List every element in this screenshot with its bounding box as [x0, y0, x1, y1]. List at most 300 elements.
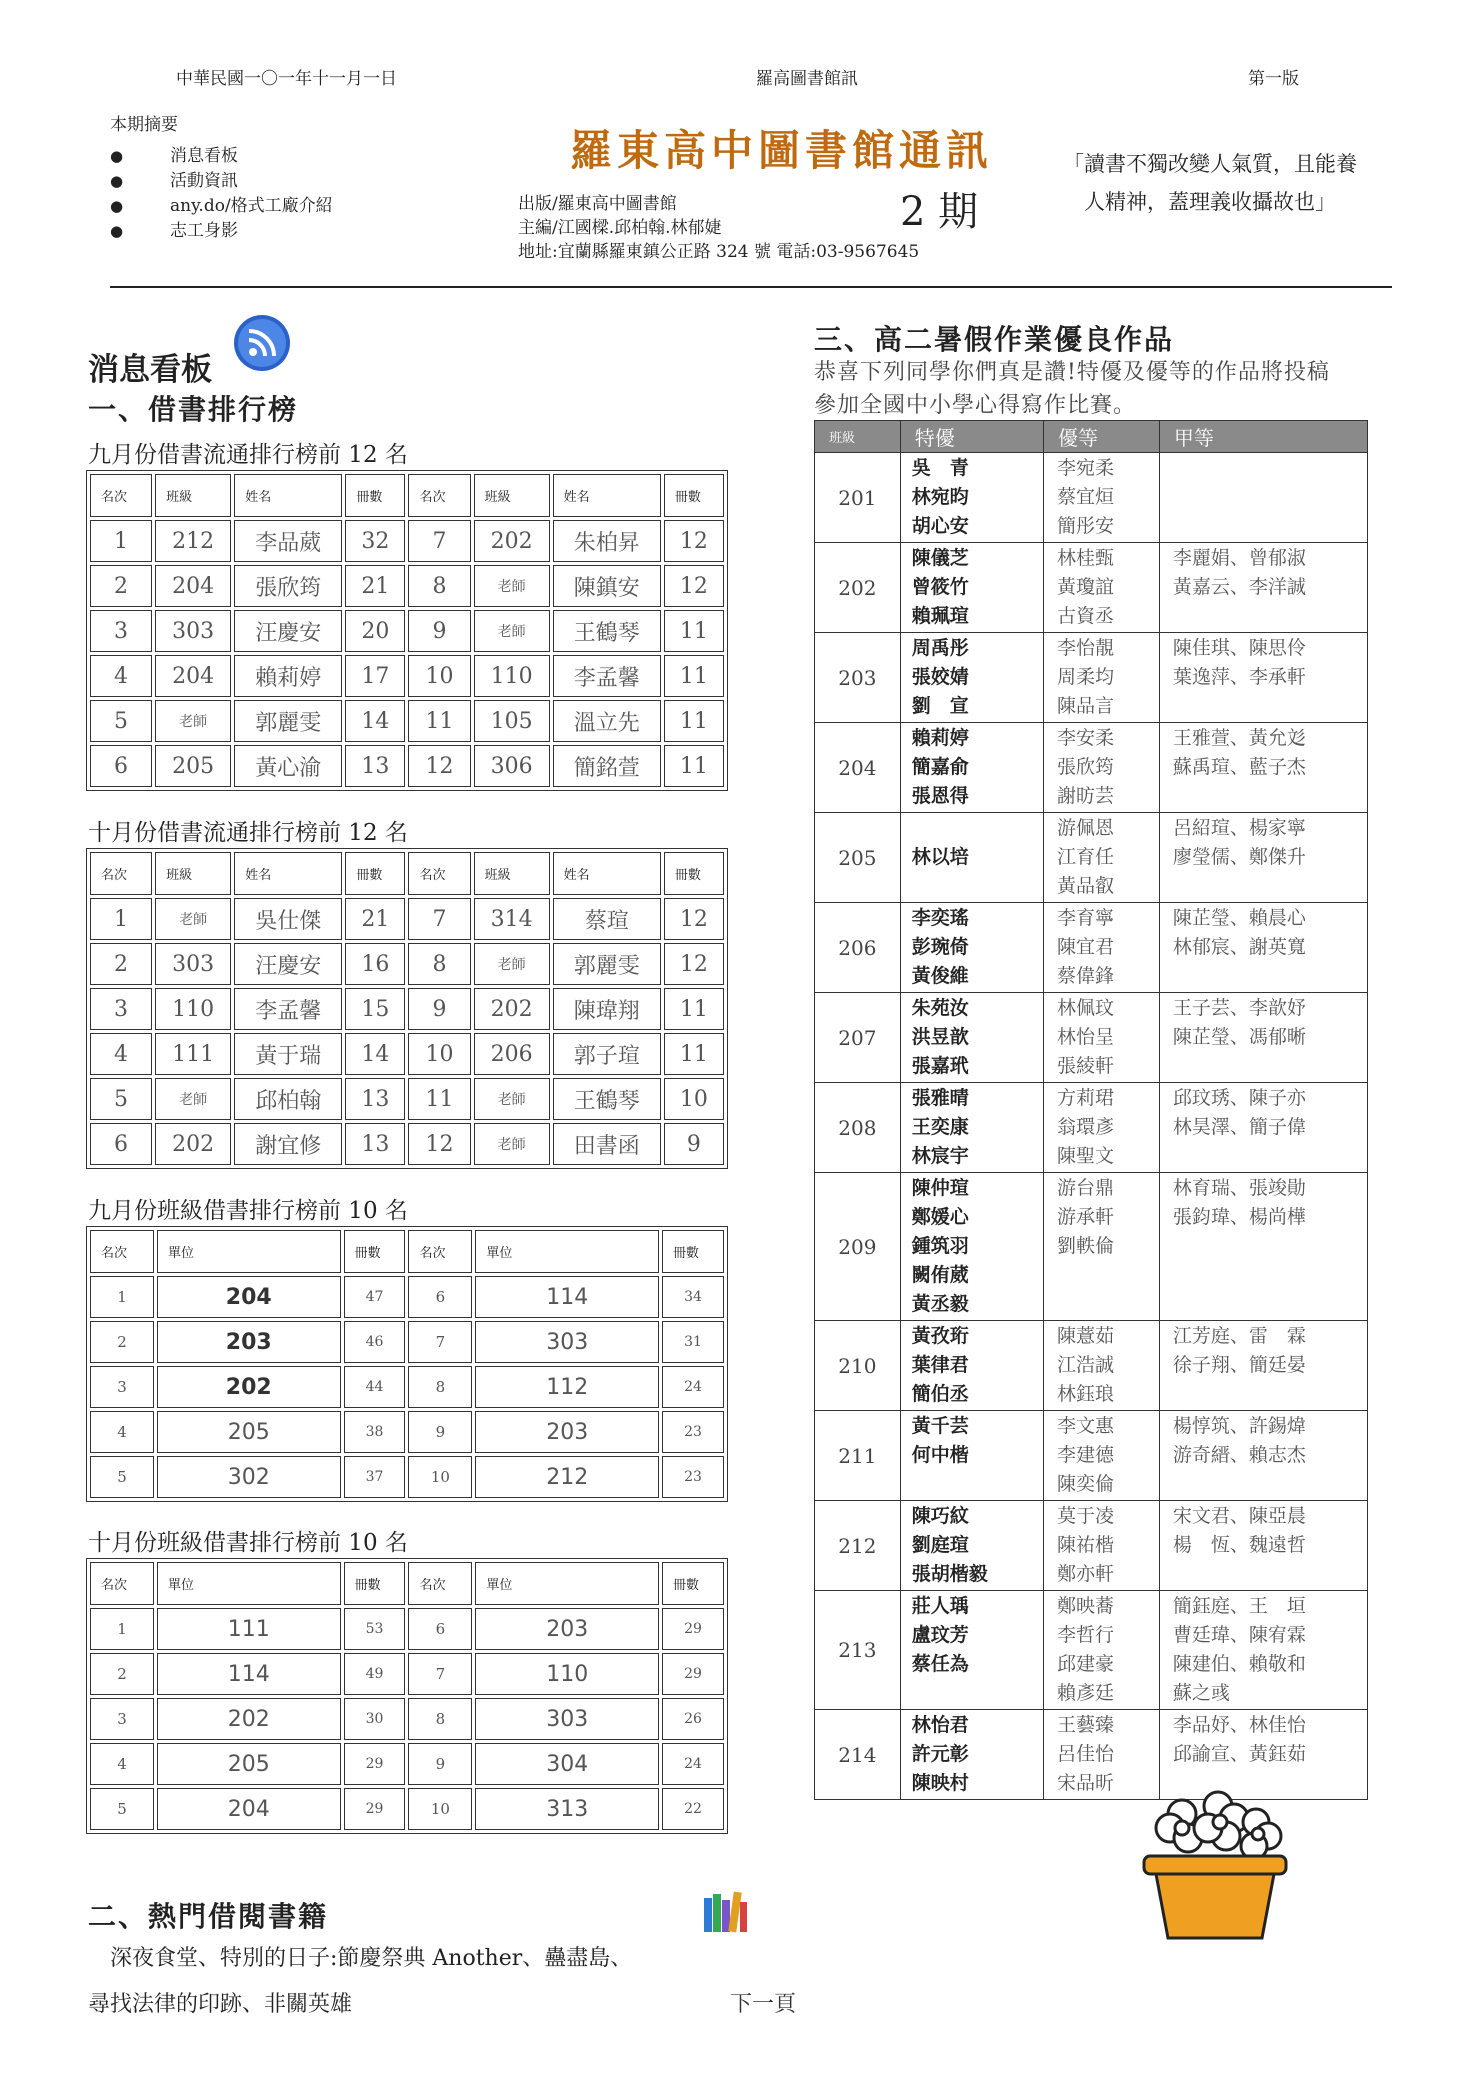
- student-name: 陳建伯、賴敬和: [1172, 1653, 1306, 1675]
- student-name: 方莉珺: [1057, 1087, 1115, 1109]
- table-cell: 105: [474, 700, 550, 742]
- table-header-row: [90, 1230, 724, 1273]
- table-cell: 47: [344, 1276, 406, 1318]
- table-cell: 204: [157, 1276, 341, 1318]
- table-cell: 10: [408, 1456, 472, 1498]
- table-row: [90, 988, 724, 1030]
- table-cell: 5: [90, 1456, 154, 1498]
- section-title-awards: 三、高二暑假作業優良作品: [814, 323, 1175, 356]
- hot-books-line: 深夜食堂、特別的日子:節慶祭典 Another、蠱盡島、: [110, 1946, 633, 1971]
- table-header-row: [90, 474, 724, 517]
- student-name: 劉 宣: [911, 695, 969, 717]
- publisher: 出版/羅東高中圖書館: [518, 194, 677, 214]
- awards-merit-cell: [1159, 813, 1367, 903]
- student-name: 江育任: [1057, 846, 1115, 868]
- student-name: [902, 872, 1042, 901]
- awards-top-cell: [900, 543, 1043, 633]
- awards-merit-cell: [1159, 993, 1367, 1083]
- student-name: 鄭亦軒: [1057, 1563, 1115, 1585]
- student-name: 陳芷瑩、馮郁晰: [1172, 1026, 1306, 1048]
- table-cell: 12: [408, 1123, 470, 1165]
- col-header: 冊數: [664, 852, 724, 895]
- col-header: 冊數: [664, 474, 724, 517]
- table-cell: 303: [155, 610, 231, 652]
- awards-top-cell: [900, 633, 1043, 723]
- table-cell: 11: [664, 988, 724, 1030]
- student-name: 徐子翔、簡廷晏: [1172, 1354, 1306, 1376]
- table-row: [90, 943, 724, 985]
- table-cell: 老師: [474, 943, 550, 985]
- table-cell: 9: [664, 1123, 724, 1165]
- table-cell: 11: [664, 610, 724, 652]
- awards-good-cell: [1044, 723, 1160, 813]
- quote-line: 人精神，蓋理義收攝故也」: [1084, 190, 1336, 214]
- table-cell: 38: [344, 1411, 406, 1453]
- table-cell: 1: [90, 898, 152, 940]
- awards-good-cell: [1044, 1591, 1160, 1710]
- col-header: 名次: [90, 1562, 154, 1605]
- student-name: 林佩玟: [1057, 997, 1115, 1019]
- table-cell: 13: [345, 1078, 405, 1120]
- caption-sept-personal: 九月份借書流通排行榜前 12 名: [88, 442, 408, 468]
- table-header-row: [90, 1562, 724, 1605]
- table-cell: 4: [90, 1743, 154, 1785]
- table-cell: 23: [662, 1411, 724, 1453]
- table-cell: 8: [408, 1698, 472, 1740]
- table-cell: 24: [662, 1743, 724, 1785]
- student-name: 張胡楷毅: [911, 1563, 988, 1585]
- awards-row: [815, 993, 1368, 1083]
- student-name: 呂紹瑄、楊家寧: [1172, 817, 1306, 839]
- table-cell: 46: [344, 1321, 406, 1363]
- table-cell: 314: [474, 898, 550, 940]
- awards-header-row: [815, 421, 1368, 453]
- table-cell: 汪慶安: [234, 610, 342, 652]
- table-cell: 老師: [155, 700, 231, 742]
- col-header: 冊數: [345, 474, 405, 517]
- awards-merit-cell: [1159, 1173, 1367, 1321]
- col-header: 冊數: [345, 852, 405, 895]
- table-row: [90, 1411, 724, 1453]
- student-name: 黃孜珩: [911, 1325, 969, 1347]
- student-name: 朱苑汝: [911, 997, 969, 1019]
- caption-oct-personal: 十月份借書流通排行榜前 12 名: [88, 820, 408, 846]
- table-cell: 112: [475, 1366, 659, 1408]
- table-cell: 11: [408, 1078, 470, 1120]
- table-cell: 黃于瑞: [234, 1033, 342, 1075]
- student-name: 林鈺琅: [1057, 1383, 1115, 1405]
- summary-item: ● any.do/格式工廠介紹: [110, 194, 333, 219]
- awards-top-cell: [900, 1321, 1043, 1411]
- student-name: 鍾筑羽: [911, 1235, 969, 1257]
- student-name: 李怡靚: [1057, 637, 1115, 659]
- table-cell: 303: [155, 943, 231, 985]
- rss-icon: [232, 313, 292, 373]
- table-row: [90, 1788, 724, 1830]
- student-name: 陳芷瑩、賴晨心: [1172, 907, 1306, 929]
- table-cell: 王鶴琴: [553, 610, 661, 652]
- student-name: 蔡偉鋒: [1057, 965, 1115, 987]
- table-cell: 313: [475, 1788, 659, 1830]
- intro-line: 恭喜下列同學你們真是讚!特優及優等的作品將投稿: [814, 360, 1330, 385]
- summary-list: [110, 144, 333, 244]
- student-name: 李建德: [1057, 1444, 1115, 1466]
- table-cell: 302: [157, 1456, 341, 1498]
- table-cell: 44: [344, 1366, 406, 1408]
- student-name: 蘇禹瑄、藍子杰: [1172, 756, 1306, 778]
- awards-top-cell: [900, 1411, 1043, 1501]
- student-name: 謝昉芸: [1057, 785, 1115, 807]
- awards-merit-cell: [1159, 1411, 1367, 1501]
- col-header: 甲等: [1159, 421, 1367, 453]
- books-icon: [702, 1890, 750, 1934]
- table-cell: 3: [90, 1366, 154, 1408]
- table-cell: 205: [157, 1411, 341, 1453]
- table-cell: 20: [345, 610, 405, 652]
- table-cell: 6: [408, 1608, 472, 1650]
- student-name: 賴彥廷: [1057, 1682, 1115, 1704]
- table-cell: 李孟馨: [553, 655, 661, 697]
- table-row: [90, 1033, 724, 1075]
- table-cell: 203: [475, 1608, 659, 1650]
- student-name: 古資丞: [1057, 605, 1115, 627]
- student-name: 李育寧: [1057, 907, 1115, 929]
- table-row: [90, 1698, 724, 1740]
- header-paper-name: 羅高圖書館訊: [756, 69, 858, 89]
- awards-top-cell: [900, 1173, 1043, 1321]
- student-name: 楊惇筑、許錫煒: [1172, 1415, 1306, 1437]
- table-cell: 23: [662, 1456, 724, 1498]
- student-name: 賴珮瑄: [911, 605, 969, 627]
- col-header: 名次: [408, 1230, 472, 1273]
- student-name: 林怡呈: [1057, 1026, 1115, 1048]
- table-cell: 3: [90, 1698, 154, 1740]
- student-name: 張鈞瑋、楊尚樺: [1172, 1206, 1306, 1228]
- student-name: 邱諭宣、黃鈺茹: [1172, 1743, 1306, 1765]
- summary-item: ● 活動資訊: [110, 169, 333, 194]
- awards-good-cell: [1044, 1083, 1160, 1173]
- table-cell: 8: [408, 943, 470, 985]
- student-name: 王奕康: [911, 1116, 969, 1138]
- col-header: 優等: [1044, 421, 1160, 453]
- table-cell: 3: [90, 988, 152, 1030]
- table-cell: 簡銘萱: [553, 745, 661, 787]
- student-name: 邱玟琇、陳子亦: [1172, 1087, 1306, 1109]
- student-name: 王藝臻: [1057, 1714, 1115, 1736]
- awards-top-cell: [900, 723, 1043, 813]
- student-name: 李品妤、林佳怡: [1172, 1714, 1306, 1736]
- table-cell: 老師: [474, 1078, 550, 1120]
- awards-class: 209: [815, 1173, 901, 1321]
- col-header: 班級: [474, 852, 550, 895]
- table-cell: 15: [345, 988, 405, 1030]
- col-header: 名次: [90, 1230, 154, 1273]
- table-cell: 7: [408, 520, 470, 562]
- awards-class: 206: [815, 903, 901, 993]
- student-name: 陳宜君: [1057, 936, 1115, 958]
- col-header: 名次: [408, 1562, 472, 1605]
- table-cell: 2: [90, 1653, 154, 1695]
- student-name: 林郁宸、謝英寬: [1172, 936, 1306, 958]
- awards-class: 213: [815, 1591, 901, 1710]
- awards-merit-cell: [1159, 1501, 1367, 1591]
- student-name: 胡心安: [911, 515, 969, 537]
- student-name: 林宸宇: [911, 1145, 969, 1167]
- student-name: 廖瑩儒、鄭傑升: [1172, 846, 1306, 868]
- table-cell: 303: [475, 1698, 659, 1740]
- student-name: 葉律君: [911, 1354, 969, 1376]
- table-cell: 老師: [474, 1123, 550, 1165]
- student-name: 簡鈺庭、王 垣: [1172, 1595, 1306, 1617]
- table-cell: 53: [344, 1608, 406, 1650]
- col-header: 單位: [475, 1562, 659, 1605]
- table-cell: 202: [157, 1698, 341, 1740]
- student-name: 陳映村: [911, 1772, 969, 1794]
- student-name: [902, 814, 1042, 843]
- table-cell: 9: [408, 988, 470, 1030]
- table-cell: 朱柏昇: [553, 520, 661, 562]
- student-name: 王子芸、李歆妤: [1172, 997, 1306, 1019]
- col-header: 單位: [157, 1562, 341, 1605]
- table-cell: 11: [664, 655, 724, 697]
- student-name: 劉軼倫: [1057, 1235, 1115, 1257]
- student-name: 宋文君、陳亞晨: [1172, 1505, 1306, 1527]
- table-cell: 206: [474, 1033, 550, 1075]
- awards-good-cell: [1044, 993, 1160, 1083]
- sept-personal-table: [86, 470, 728, 791]
- col-header: 冊數: [344, 1562, 406, 1605]
- student-name: 張姣婧: [911, 666, 969, 688]
- awards-class: 202: [815, 543, 901, 633]
- table-row: [90, 565, 724, 607]
- table-cell: 49: [344, 1653, 406, 1695]
- header-edition: 第一版: [1248, 69, 1299, 89]
- awards-merit-cell: [1159, 723, 1367, 813]
- col-header: 冊數: [662, 1562, 724, 1605]
- awards-class: 210: [815, 1321, 901, 1411]
- awards-good-cell: [1044, 1321, 1160, 1411]
- student-name: 曾筱竹: [911, 576, 969, 598]
- table-cell: 114: [157, 1653, 341, 1695]
- awards-merit-cell: [1159, 1321, 1367, 1411]
- table-cell: 李孟馨: [234, 988, 342, 1030]
- awards-top-cell: [900, 1083, 1043, 1173]
- table-cell: 9: [408, 1411, 472, 1453]
- table-cell: 7: [408, 898, 470, 940]
- awards-good-cell: [1044, 903, 1160, 993]
- awards-merit-cell: [1159, 903, 1367, 993]
- issue-number: 2 期: [900, 189, 979, 235]
- awards-class: 212: [815, 1501, 901, 1591]
- table-cell: 2: [90, 943, 152, 985]
- student-name: 吳 青: [911, 457, 969, 479]
- table-cell: 黃心渝: [234, 745, 342, 787]
- student-name: 許元彰: [911, 1743, 969, 1765]
- summary-item: ● 消息看板: [110, 144, 333, 169]
- col-header: 班級: [474, 474, 550, 517]
- newsletter-title: 羅東高中圖書館通訊: [570, 126, 994, 175]
- table-row: [90, 898, 724, 940]
- table-cell: 10: [664, 1078, 724, 1120]
- flower-pot-illustration: [1130, 1788, 1300, 1948]
- table-cell: 9: [408, 1743, 472, 1785]
- col-header: 姓名: [553, 852, 661, 895]
- table-cell: 12: [664, 565, 724, 607]
- awards-good-cell: [1044, 1173, 1160, 1321]
- student-name: 張嘉玳: [911, 1055, 969, 1077]
- student-name: 李宛柔: [1057, 457, 1115, 479]
- table-cell: 13: [345, 1123, 405, 1165]
- student-name: 闕侑葳: [911, 1264, 969, 1286]
- table-cell: 29: [344, 1788, 406, 1830]
- table-row: [90, 610, 724, 652]
- awards-top-cell: [900, 453, 1043, 543]
- table-cell: 王鶴琴: [553, 1078, 661, 1120]
- col-header: 單位: [475, 1230, 659, 1273]
- awards-row: [815, 543, 1368, 633]
- table-cell: 212: [475, 1456, 659, 1498]
- table-cell: 11: [664, 700, 724, 742]
- awards-good-cell: [1044, 633, 1160, 723]
- col-header: 姓名: [553, 474, 661, 517]
- table-cell: 老師: [474, 565, 550, 607]
- table-cell: 11: [408, 700, 470, 742]
- table-cell: 204: [155, 565, 231, 607]
- col-header: 名次: [90, 474, 152, 517]
- awards-row: [815, 723, 1368, 813]
- student-name: 葉逸萍、李承軒: [1172, 666, 1306, 688]
- col-header: 冊數: [344, 1230, 406, 1273]
- table-cell: 蔡瑄: [553, 898, 661, 940]
- col-header: 單位: [157, 1230, 341, 1273]
- table-cell: 7: [408, 1321, 472, 1363]
- student-name: 江浩誠: [1057, 1354, 1115, 1376]
- awards-good-cell: [1044, 453, 1160, 543]
- student-name: 王雅萱、黃允彣: [1172, 727, 1306, 749]
- student-name: 黃丞毅: [911, 1293, 969, 1315]
- awards-row: [815, 1321, 1368, 1411]
- next-page-link[interactable]: 下一頁: [730, 1992, 797, 2017]
- table-cell: 老師: [155, 898, 231, 940]
- table-cell: 溫立先: [553, 700, 661, 742]
- student-name: 翁環彥: [1057, 1116, 1115, 1138]
- awards-class: 204: [815, 723, 901, 813]
- table-header-row: [90, 852, 724, 895]
- student-name: 陳佳琪、陳思伶: [1172, 637, 1306, 659]
- col-header: 姓名: [234, 474, 342, 517]
- awards-good-cell: [1044, 543, 1160, 633]
- table-cell: 1: [90, 1276, 154, 1318]
- table-cell: 6: [408, 1276, 472, 1318]
- student-name: 陳祐楷: [1057, 1534, 1115, 1556]
- awards-merit-cell: [1159, 1710, 1367, 1800]
- table-cell: 9: [408, 610, 470, 652]
- awards-row: [815, 1411, 1368, 1501]
- table-row: [90, 1608, 724, 1650]
- table-cell: 29: [662, 1608, 724, 1650]
- header-date: 中華民國一〇一年十一月一日: [176, 69, 397, 89]
- student-name: 呂佳怡: [1057, 1743, 1115, 1765]
- section-title-ranking: 一、借書排行榜: [88, 393, 299, 426]
- table-cell: 田書函: [553, 1123, 661, 1165]
- table-cell: 110: [475, 1653, 659, 1695]
- table-cell: 31: [662, 1321, 724, 1363]
- col-header: 姓名: [234, 852, 342, 895]
- table-cell: 1: [90, 1608, 154, 1650]
- table-cell: 2: [90, 1321, 154, 1363]
- student-name: 黃俊維: [911, 965, 969, 987]
- awards-top-cell: [900, 1710, 1043, 1800]
- student-name: 陳品言: [1057, 695, 1115, 717]
- student-name: 黃嘉云、李洋誠: [1172, 576, 1306, 598]
- table-cell: 110: [474, 655, 550, 697]
- table-cell: 205: [155, 745, 231, 787]
- student-name: 張雅晴: [911, 1087, 969, 1109]
- student-name: 李哲行: [1057, 1624, 1115, 1646]
- header-rule: [110, 286, 1392, 288]
- student-name: 游奇縉、賴志杰: [1172, 1444, 1306, 1466]
- table-cell: 郭麗雯: [234, 700, 342, 742]
- table-row: [90, 1078, 724, 1120]
- student-name: 李奕瑤: [911, 907, 969, 929]
- student-name: 宋品昕: [1057, 1772, 1115, 1794]
- awards-merit-cell: [1159, 1591, 1367, 1710]
- table-cell: 34: [662, 1276, 724, 1318]
- student-name: 張恩得: [911, 785, 969, 807]
- table-cell: 10: [408, 655, 470, 697]
- student-name: 劉庭瑄: [911, 1534, 969, 1556]
- student-name: 蔡任為: [911, 1653, 969, 1675]
- table-cell: 14: [345, 700, 405, 742]
- student-name: 莫于凌: [1057, 1505, 1115, 1527]
- table-cell: 111: [155, 1033, 231, 1075]
- intro-line: 參加全國中小學心得寫作比賽。: [814, 393, 1137, 418]
- table-cell: 29: [662, 1653, 724, 1695]
- student-name: 陳薏茹: [1057, 1325, 1115, 1347]
- student-name: 曹廷瑋、陳宥霖: [1172, 1624, 1306, 1646]
- table-cell: 12: [664, 943, 724, 985]
- section-title-hot-books: 二、熱門借閱書籍: [88, 1900, 329, 1933]
- student-name: 簡彤安: [1057, 515, 1115, 537]
- student-name: 林以培: [911, 846, 969, 868]
- table-row: [90, 1276, 724, 1318]
- table-cell: 114: [475, 1276, 659, 1318]
- awards-row: [815, 633, 1368, 723]
- table-cell: 12: [408, 745, 470, 787]
- awards-row: [815, 1591, 1368, 1710]
- table-cell: 5: [90, 700, 152, 742]
- table-cell: 11: [664, 1033, 724, 1075]
- quote: [1040, 145, 1380, 221]
- table-cell: 8: [408, 1366, 472, 1408]
- student-name: 洪昱歆: [911, 1026, 969, 1048]
- table-row: [90, 1321, 724, 1363]
- awards-intro: [814, 356, 1330, 422]
- awards-row: [815, 453, 1368, 543]
- address: 地址:宜蘭縣羅東鎮公正路 324 號 電話:03-9567645: [518, 242, 920, 262]
- student-name: [902, 1470, 1042, 1499]
- awards-class: 211: [815, 1411, 901, 1501]
- table-row: [90, 1653, 724, 1695]
- col-header: 名次: [90, 852, 152, 895]
- col-header: 班級: [155, 474, 231, 517]
- table-row: [90, 1123, 724, 1165]
- table-row: [90, 700, 724, 742]
- student-name: 林宛昀: [911, 486, 969, 508]
- student-name: 黃千芸: [911, 1415, 969, 1437]
- table-cell: 202: [155, 1123, 231, 1165]
- student-name: 陳聖文: [1057, 1145, 1115, 1167]
